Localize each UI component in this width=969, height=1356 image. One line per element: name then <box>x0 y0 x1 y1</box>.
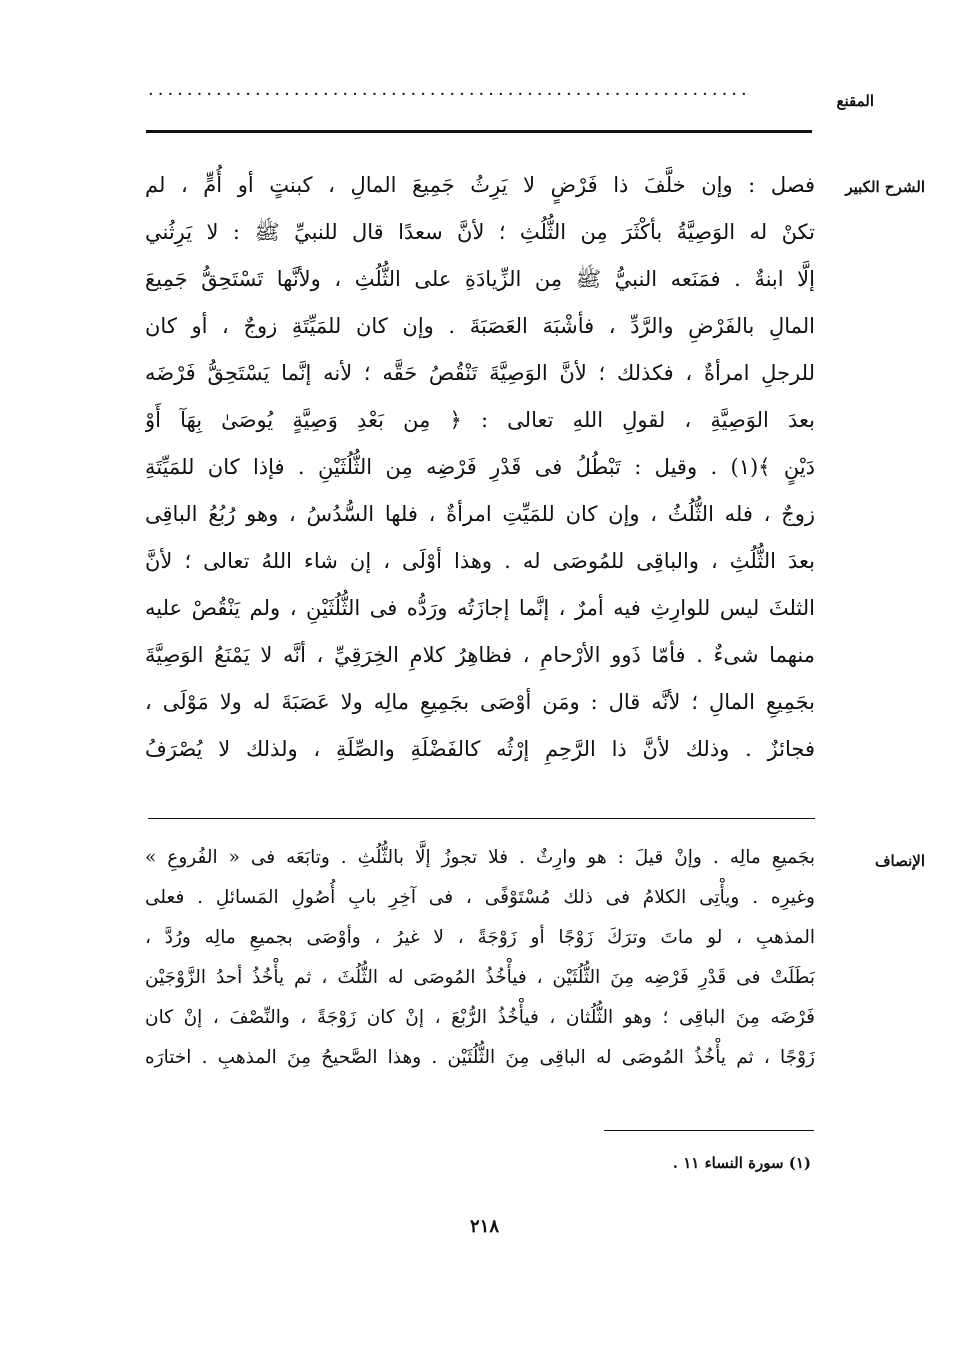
insaf-text-block <box>145 838 815 1078</box>
text-line: بجَمِيعِ المالِ ؛ لأنَّه قال : ومَن أوْصَى بجَمِيعِ مالِه ولا عَصَبَةَ له ولا مَوْلَى ، <box>145 690 815 714</box>
text-line: إلَّا ابنةٌ . فمَنَعه النبيُّ ﷺ مِن الزِّيادَةِ على الثُّلُثِ ، ولأنَّها تَسْتَحِقُّ جَمِيعَ <box>145 267 815 291</box>
text-line: المذهبِ ، لو ماتَ وترَكَ زَوْجًا أو زَوْجَةً ، لا غيرُ ، وأوْصَى بجميعِ مالِه ورُدَّ ، <box>145 927 815 948</box>
text-line: فصل : وإن خلَّفَ ذا فَرْضٍ لا يَرِثُ جَمِيعَ المالِ ، كبنتٍ أو أُمٍّ ، لم <box>145 173 815 197</box>
text-line: للرجلِ امرأةٌ ، فكذلك ؛ لأنَّ الوَصِيَّةَ تَنْقُصُ حَقَّه ؛ لأنه إنَّما يَسْتَحِقُّ فَرْضَه <box>145 361 815 385</box>
text-line: زَوْجًا ، ثم يأْخُذُ المُوصَى له الباقِى مِنَ الثُّلُثَيْن . وهذا الصَّحيحُ مِنَ المذهبِ . اختارَه <box>145 1047 815 1068</box>
footnote-rule <box>604 1130 814 1131</box>
text-line: بَطَلَتْ فى قَدْرِ فَرْضِه مِنَ الثُّلُثَيْن ، فيأْخُذُ المُوصَى له الثُّلُثَ ، ثم يأْخُذُ أحدُ الزَّوْجَيْن <box>145 967 815 988</box>
margin-label-sharh: الشرح الكبير <box>845 178 925 196</box>
text-line: بعدَ الوَصِيَّةِ ، لقولِ اللهِ تعالى : ﴿ مِن بَعْدِ وَصِيَّةٍ يُوصَىٰ بِهَآ أَوْ <box>145 408 815 432</box>
text-line: تكنْ له الوَصِيَّةُ بأكْثَرَ مِن الثُّلُثِ ؛ لأنَّ سعدًا قال للنبيِّ ﷺ : لا يَرِثُني <box>145 220 815 244</box>
text-line: دَيْنٍ ﴾(١) . وقيل : تَبْطُلُ فى قَدْرِ فَرْضِه مِن الثُّلُثَيْنِ . فإذا كان للمَيِّتَةِ <box>145 455 815 479</box>
margin-label-insaf: الإنصاف <box>874 852 925 870</box>
text-line: منهما شىءٌ . فأمّا ذَوو الأرْحامِ ، فظاهِرُ كلامِ الخِرَقِيِّ ، أنَّه لا يَمْنَعُ الوَصِيَّةَ <box>145 643 815 667</box>
footnote: (١) سورة النساء ١١ . <box>672 1154 811 1172</box>
running-title: المقنع <box>836 92 874 110</box>
sharh-text-block <box>145 162 815 773</box>
header-rule <box>146 130 812 133</box>
header-dotted-leader: ······························································ <box>148 84 751 105</box>
text-line: بعدَ الثُّلُثِ ، والباقِى للمُوصَى له . وهذا أوْلَى ، إن شاء اللهُ تعالى ؛ لأنَّ <box>145 549 815 573</box>
text-line: فَرْضَه مِنَ الباقِى ؛ وهو الثُّلُثان ، فيأْخُذُ الرُّبْعَ ، إنْ كان زَوْجَةً ، والنِّصْفَ ، إنْ كان <box>145 1007 815 1028</box>
text-line: فجائزٌ . وذلك لأنَّ ذا الرَّحِمِ إرْثُه كالفَضْلَةِ والصِّلَةِ ، ولذلك لا يُصْرَفُ <box>145 737 815 761</box>
text-line: زوجٌ ، فله الثُّلُثُ ، وإن كان للمَيِّتِ امرأةٌ ، فلها السُّدُسُ ، وهو رُبُعُ الباقِى <box>145 502 815 526</box>
text-line: بجَميعِ مالِه . وإنْ قيلَ : هو وارِثٌ . فلا تجوزُ إلَّا بالثُّلُثِ . وتابَعَه فى « الفُروعِ » <box>145 847 815 868</box>
page-number: ٢١٨ <box>469 1216 499 1237</box>
section-divider <box>148 818 815 819</box>
text-line: المالِ بالفَرْضِ والرَّدِّ ، فأشْبَهَ العَصَبَةَ . وإن كان للمَيِّتَةِ زوجٌ ، أو كان <box>145 314 815 338</box>
text-line: وغيرِه . ويأْتِى الكلامُ فى ذلك مُسْتَوْفًى ، فى آخِرِ بابِ أُصُولِ المَسائلِ . فعلى <box>145 887 815 908</box>
text-line: الثلثَ ليس للوارِثِ فيه أمرٌ ، إنَّما إجازَتُه ورَدُّه فى الثُّلُثَيْنِ ، ولم يَنْقُصْ عليه <box>145 596 815 620</box>
